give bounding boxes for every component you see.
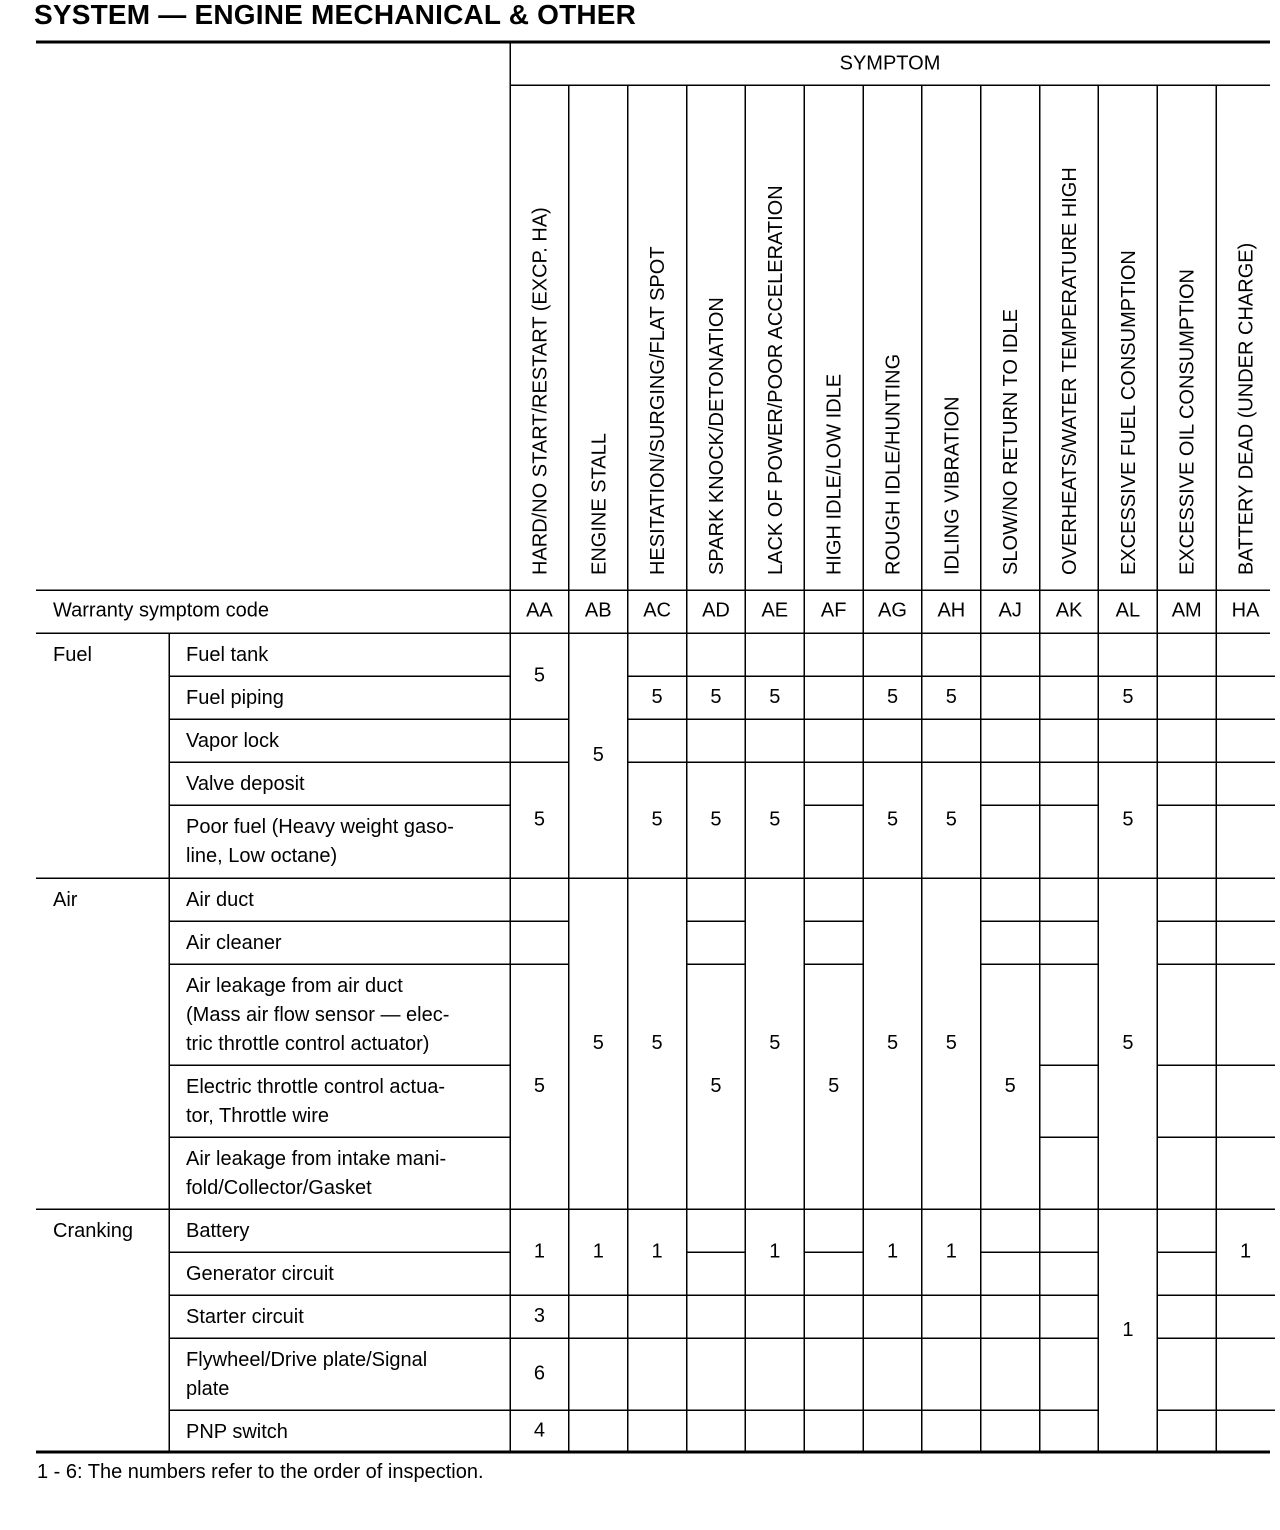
item-label: (Mass air flow sensor — elec- xyxy=(186,1004,450,1026)
warranty-code-label: Warranty symptom code xyxy=(53,599,269,622)
item-label: Flywheel/Drive plate/Signal xyxy=(186,1349,428,1371)
inspection-order-value: 5 xyxy=(769,685,781,708)
inspection-order-value: 1 xyxy=(651,1240,663,1263)
inspection-order-value: 5 xyxy=(533,1074,545,1097)
item-label: plate xyxy=(186,1378,230,1400)
symptom-code: AA xyxy=(526,599,553,622)
inspection-order-value: 5 xyxy=(1122,808,1134,831)
item-label: Vapor lock xyxy=(186,730,280,752)
inspection-order-value: 1 xyxy=(592,1240,604,1263)
inspection-order-value: 5 xyxy=(651,808,663,831)
item-label: Electric throttle control actua- xyxy=(186,1076,445,1098)
symptom-code: AH xyxy=(937,599,966,622)
symptom-name: SLOW/NO RETURN TO IDLE xyxy=(1000,309,1023,575)
item-label: Battery xyxy=(186,1220,250,1242)
symptom-code: AK xyxy=(1055,599,1083,622)
symptom-code: AJ xyxy=(998,599,1022,622)
symptom-header: SYMPTOM xyxy=(839,52,941,75)
symptom-name: HARD/NO START/RESTART (EXCP. HA) xyxy=(529,207,552,575)
symptom-code: AC xyxy=(643,599,672,622)
symptom-code: AL xyxy=(1115,599,1141,622)
inspection-order-value: 1 xyxy=(945,1240,957,1263)
inspection-order-value: 5 xyxy=(533,808,545,831)
symptom-code: AD xyxy=(702,599,730,622)
group-label: Fuel xyxy=(53,644,92,666)
inspection-order-value: 1 xyxy=(1240,1240,1252,1263)
inspection-order-value: 5 xyxy=(651,1031,663,1054)
symptom-name: ROUGH IDLE/HUNTING xyxy=(882,353,905,575)
inspection-order-value: 5 xyxy=(651,685,663,708)
symptom-code: AM xyxy=(1171,599,1202,622)
item-label: line, Low octane) xyxy=(186,845,338,867)
inspection-order-value: 5 xyxy=(769,808,781,831)
symptom-code: AB xyxy=(584,599,612,622)
inspection-order-value: 5 xyxy=(1122,685,1134,708)
inspection-order-value: 5 xyxy=(886,808,899,831)
item-label: Valve deposit xyxy=(186,773,305,795)
inspection-order-value: 5 xyxy=(710,685,722,708)
inspection-order-value: 5 xyxy=(945,685,957,708)
inspection-order-value: 5 xyxy=(945,1031,957,1054)
page-title: SYSTEM — ENGINE MECHANICAL & OTHER xyxy=(34,0,637,30)
inspection-order-value: 5 xyxy=(945,808,957,831)
group-label: Cranking xyxy=(53,1220,134,1242)
symptom-name: OVERHEATS/WATER TEMPERATURE HIGH xyxy=(1059,167,1082,575)
inspection-order-value: 5 xyxy=(710,808,722,831)
symptom-name: EXCESSIVE FUEL CONSUMPTION xyxy=(1117,250,1140,575)
inspection-order-value: 5 xyxy=(769,1031,781,1054)
item-label: Air leakage from intake mani- xyxy=(186,1148,447,1170)
item-label: Starter circuit xyxy=(186,1306,304,1328)
group-label: Air xyxy=(53,889,78,911)
inspection-order-value: 5 xyxy=(592,1031,604,1054)
inspection-order-value: 5 xyxy=(886,1031,899,1054)
item-label: Poor fuel (Heavy weight gaso- xyxy=(186,816,454,838)
inspection-order-value: 1 xyxy=(533,1240,545,1263)
symptom-name: HIGH IDLE/LOW IDLE xyxy=(823,373,846,575)
inspection-order-value: 1 xyxy=(1122,1318,1134,1341)
inspection-order-value: 1 xyxy=(886,1240,899,1263)
symptom-name: SPARK KNOCK/DETONATION xyxy=(705,297,728,575)
item-label: Air duct xyxy=(186,889,254,911)
inspection-order-value: 6 xyxy=(533,1362,545,1385)
symptom-name: ENGINE STALL xyxy=(588,433,611,575)
symptom-name: HESITATION/SURGING/FLAT SPOT xyxy=(647,246,670,575)
item-label: tor, Throttle wire xyxy=(186,1105,330,1127)
inspection-order-value: 5 xyxy=(533,664,545,687)
inspection-order-value: 1 xyxy=(769,1240,781,1263)
symptom-name: LACK OF POWER/POOR ACCELERATION xyxy=(764,185,787,575)
symptom-name: EXCESSIVE OIL CONSUMPTION xyxy=(1176,269,1199,575)
inspection-order-value: 5 xyxy=(1004,1074,1016,1097)
symptom-code: AG xyxy=(878,599,907,622)
item-label: Fuel tank xyxy=(186,644,269,666)
inspection-order-value: 3 xyxy=(533,1304,545,1327)
inspection-order-value: 5 xyxy=(592,743,604,766)
symptom-code: AF xyxy=(820,599,847,622)
inspection-order-value: 5 xyxy=(710,1074,722,1097)
item-label: Generator circuit xyxy=(186,1263,334,1285)
inspection-order-value: 4 xyxy=(533,1419,545,1442)
item-label: Air cleaner xyxy=(186,932,282,954)
symptom-code: AE xyxy=(761,599,789,622)
item-label: Fuel piping xyxy=(186,687,284,709)
item-label: PNP switch xyxy=(186,1421,288,1443)
item-label: tric throttle control actuator) xyxy=(186,1033,430,1055)
symptom-name: BATTERY DEAD (UNDER CHARGE) xyxy=(1235,242,1258,575)
item-label: Air leakage from air duct xyxy=(186,975,403,997)
footnote: 1 - 6: The numbers refer to the order of inspection. xyxy=(37,1461,484,1483)
symptom-code: HA xyxy=(1231,599,1260,622)
inspection-order-value: 5 xyxy=(828,1074,840,1097)
item-label: fold/Collector/Gasket xyxy=(186,1177,372,1199)
symptom-name: IDLING VIBRATION xyxy=(941,396,964,575)
inspection-order-value: 5 xyxy=(1122,1031,1134,1054)
inspection-order-value: 5 xyxy=(886,685,899,708)
